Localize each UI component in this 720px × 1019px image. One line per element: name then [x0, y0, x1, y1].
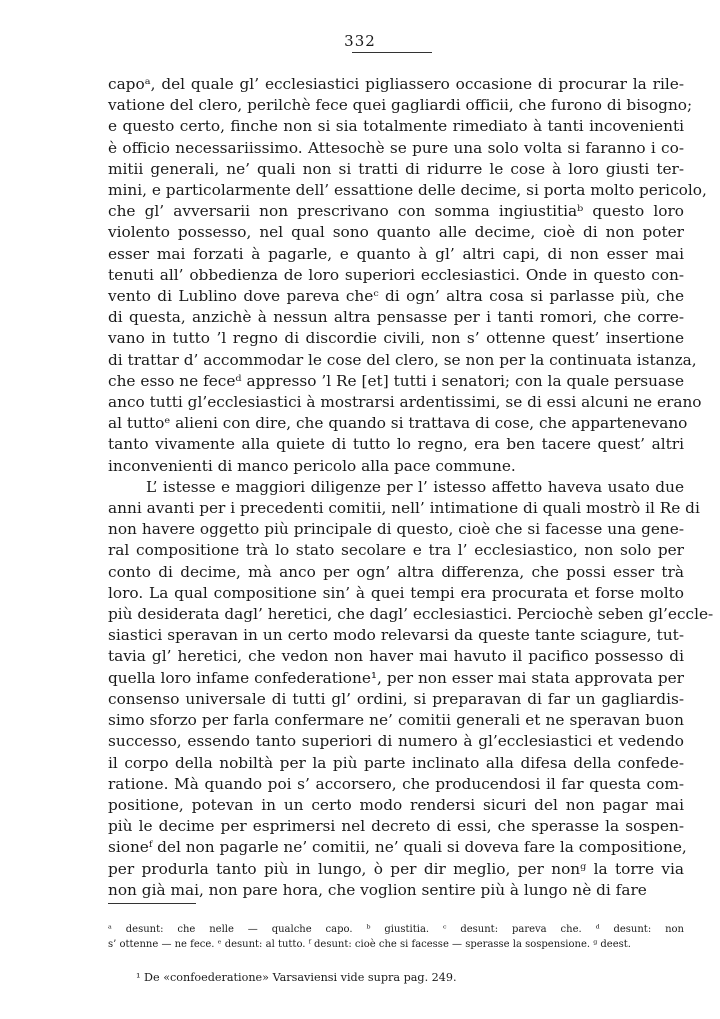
footnote: ¹ De «confoederatione» Varsaviensi vide supra pag. 249. [136, 971, 457, 984]
notes-separator [108, 903, 196, 904]
text-line: simo sforzo per farla confermare ne’ comitii generali et ne speravan buon [108, 711, 684, 730]
text-line: anni avanti per i precedenti comitii, nell’ intimatione di quali mostrò il Re di [108, 499, 700, 518]
text-line: esser mai forzati à pagarle, e quanto à gl’ altri capi, di non esser mai [108, 244, 684, 263]
text-line: non havere oggetto più principale di questo, cioè che si facesse una gene- [108, 520, 684, 539]
text-line: sioneᶠ del non pagarle ne’ comitii, ne’ quali si doveva fare la compositione, [108, 838, 687, 857]
critical-apparatus [108, 922, 684, 952]
text-line: per produrla tanto più in lungo, ò per dir meglio, per nonᵍ la torre via [108, 859, 684, 878]
text-line: consenso universale di tutti gl’ ordini, si preparavan di far un gagliardis- [108, 689, 684, 708]
text-line: tanto vivamente alla quiete di tutto lo regno, era ben tacere quest’ altri [108, 435, 684, 454]
text-line: che gl’ avversarii non prescrivano con somma ingiustitiaᵇ questo loro [108, 202, 684, 221]
text-line: positione, potevan in un certo modo rendersi sicuri del non pagar mai [108, 795, 684, 814]
text-line: al tuttoᵉ alieni con dire, che quando si trattava di cose, che appartenevano [108, 414, 688, 433]
text-line: quella loro infame confederatione¹, per non esser mai stata approvata per [108, 668, 684, 687]
text-line: il corpo della nobiltà per la più parte inclinato alla difesa della confede- [108, 753, 684, 772]
text-line: anco tutti gl’ecclesiastici à mostrarsi ardentissimi, se di essi alcuni ne erano [108, 393, 702, 412]
text-line: che esso ne feceᵈ appresso ’l Re [et] tutti i senatori; con la quale persuase [108, 371, 684, 390]
text-line: tenuti all’ obbedienza de loro superiori ecclesiastici. Onde in questo con- [108, 265, 684, 284]
text-line: vatione del clero, perilchè fece quei gagliardi officii, che furono di bisogno; [108, 96, 693, 115]
text-line: ral compositione trà lo stato secolare e tra l’ ecclesiastico, non solo per [108, 541, 684, 560]
body-text [108, 74, 714, 901]
text-line: vento di Lublino dove pareva cheᶜ di ogn’ altra cosa si parlasse più, che [108, 287, 684, 306]
text-line: è officio necessariissimo. Attesochè se pure una solo volta si faranno i co- [108, 138, 684, 157]
text-line: mini, e particolarmente dell’ essattione delle decime, si porta molto pericolo, [108, 181, 707, 200]
text-line: più le decime per esprimersi nel decreto di essi, che sperasse la sospen- [108, 817, 684, 836]
text-line: di trattar d’ accommodar le cose del clero, se non per la continuata istanza, [108, 350, 697, 369]
text-line: capoᵃ, del quale gl’ ecclesiastici pigliassero occasione di procurar la rile- [108, 75, 684, 93]
text-line: successo, essendo tanto superiori di numero à gl’ecclesiastici et vedendo [108, 732, 684, 751]
text-line: loro. La qual compositione sin’ à quei tempi era procurata et forse molto [108, 583, 684, 602]
text-line: siastici speravan in un certo modo relevarsi da queste tante sciagure, tut- [108, 626, 684, 645]
text-line: più desiderata dagl’ heretici, che dagl’ ecclesiastici. Perciochè seben gl’eccle- [108, 605, 714, 624]
text-line: mitii generali, ne’ quali non si tratti di ridurre le cose à loro giusti ter- [108, 159, 684, 178]
text-line: non già mai, non pare hora, che voglion sentire più à lungo nè di fare [108, 880, 647, 899]
text-line: violento possesso, nel qual sono quanto alle decime, cioè di non poter [108, 223, 684, 242]
text-line: e questo certo, finche non si sia totalmente rimediato à tanti incovenienti [108, 117, 684, 136]
text-line: conto di decime, mà anco per ogn’ altra differenza, che possi esser trà [108, 562, 684, 581]
text-line: tavia gl’ heretici, che vedon non haver mai havuto il pacifico possesso di [108, 647, 684, 666]
text-line: vano in tutto ’l regno di discordie civili, non s’ ottenne quest’ insertione [108, 329, 684, 348]
text-line: di questa, anzichè à nessun altra pensasse per i tanti romori, che corre- [108, 308, 684, 327]
text-line: L’ istesse e maggiori diligenze per l’ istesso affetto haveva usato due [146, 477, 684, 496]
text-line: ratione. Mà quando poi s’ accorsero, che producendosi il far questa com- [108, 774, 684, 793]
apparatus-line: s’ ottenne — ne fece. ᵉ desunt: al tutto. ᶠ desunt: cioè che si facesse — sperasse la sospensione. ᵍ deest. [108, 939, 631, 950]
apparatus-line: ᵃ desunt: che nelle — qualche capo. ᵇ giustitia. ᶜ desunt: pareva che. ᵈ desunt: non [108, 924, 684, 935]
page-number: 332 [344, 32, 376, 50]
text-line: inconvenienti di manco pericolo alla pace commune. [108, 456, 516, 475]
page-number-rule [352, 52, 432, 53]
